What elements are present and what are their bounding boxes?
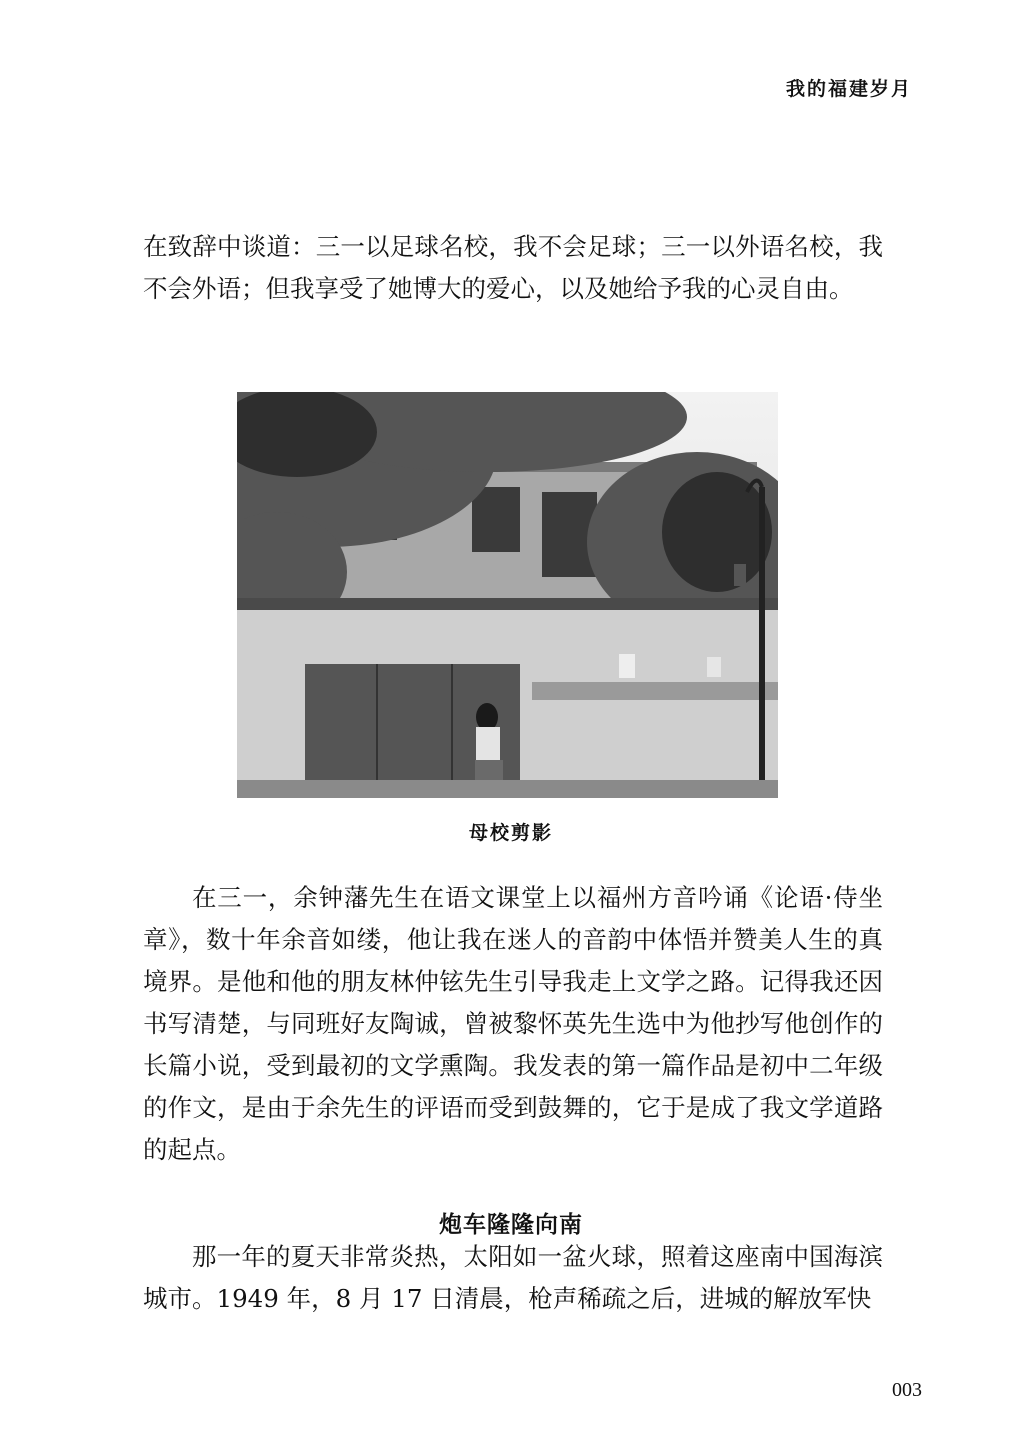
paragraph-2: 在三一，余钟藩先生在语文课堂上以福州方音吟诵《论语·侍坐章》，数十年余音如缕，他让我在迷人的音韵中体悟并赞美人生的真境界。是他和他的朋友林仲铉先生引导我走上文学之路。记得我还因书写清楚，与同班好友陶诚，曾被黎怀英先生选中为他抄写他创作的长篇小说，受到最初的文学熏陶。我发表的第一篇作品是初中二年级的作文，是由于余先生的评语而受到鼓舞的，它于是成了我文学道路的起点。: [143, 883, 883, 1164]
running-header: 我的福建岁月: [785, 78, 912, 100]
paragraph-1: 在致辞中谈道：三一以足球名校，我不会足球；三一以外语名校，我不会外语；但我享受了她博大的爱心，以及她给予我的心灵自由。: [143, 232, 883, 303]
figure-caption: 母校剪影: [468, 822, 553, 844]
page-number: 003: [892, 1379, 922, 1401]
paragraph-3: 那一年的夏天非常炎热，太阳如一盆火球，照着这座南中国海滨城市。1949 年，8 月 17 日清晨，枪声稀疏之后，进城的解放军快: [143, 1242, 883, 1313]
section-title: 炮车隆隆向南: [439, 1211, 583, 1238]
school-photo: [237, 392, 778, 798]
